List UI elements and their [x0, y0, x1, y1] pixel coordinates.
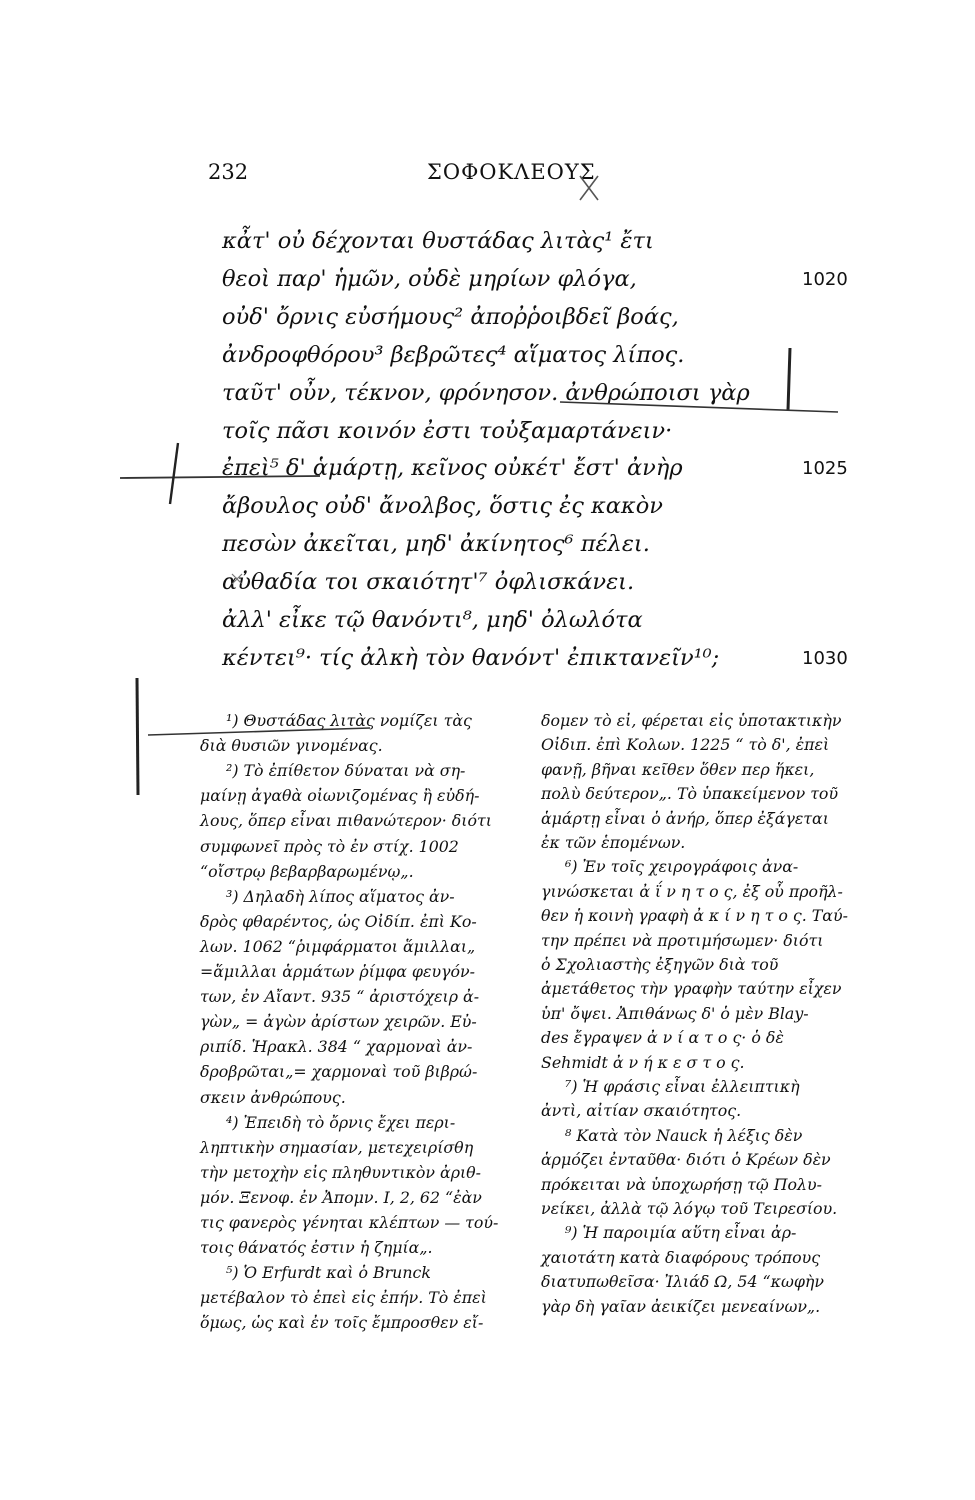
footnote-line: σκειν ἀνθρώπους.	[200, 1087, 346, 1107]
verse-line: ταῦτ' οὖν, τέκνον, φρόνησον. ἀνθρώποισι γὰρ	[222, 379, 750, 406]
verse-line: ἀνδροφθόρου³ βεβρῶτες⁴ αἵματος λίπος.	[222, 341, 685, 368]
footnote-line: χαιοτάτη κατὰ διαφόρους τρόπους	[541, 1247, 821, 1267]
verse-line: οὐδ' ὄρνις εὐσήμους² ἀποῤῥοιβδεῖ βοάς,	[222, 303, 679, 330]
footnote-line: τοις θάνατός ἐστιν ἡ ζημία„.	[200, 1238, 433, 1258]
footnote-line: ὅμως, ὡς καὶ ἐν τοῖς ἔμπροσθεν εἴ-	[200, 1313, 484, 1333]
verse-line: ἀλλ' εἶκε τῷ θανόντι⁸, μηδ' ὀλωλότα	[222, 607, 643, 633]
footnote-line: φανῇ, βῆναι κεῖθεν ὅθεν περ ἥκει,	[541, 759, 815, 779]
running-title: ΣΟΦΟΚΛΕΟΥΣ	[427, 160, 596, 184]
verse-line: ἐπεὶ⁵ δ' ἁμάρτῃ, κεῖνος οὐκέτ' ἔστ' ἀνὴρ	[222, 455, 683, 482]
footnote-line: “οἴστρῳ βεβαρβαρωμένῳ„.	[200, 861, 414, 881]
verse-line: αὐθαδία τοι σκαιότητ'⁷ ὀφλισκάνει.	[222, 569, 635, 596]
footnote-line: θεν ἡ κοινὴ γραφὴ ἀ κ ί ν η τ ο ς. Ταύ-	[541, 906, 848, 926]
page-header	[0, 160, 975, 200]
footnote-line: ⁹) Ἡ παροιμία αὕτη εἶναι ἀρ-	[565, 1223, 797, 1243]
footnote-line: διατυπωθεῖσα· Ἰλιάδ Ω, 54 “κωφὴν	[541, 1272, 824, 1292]
footnote-line: ληπτικὴν σημασίαν, μετεχειρίσθη	[200, 1137, 474, 1157]
footnote-line: μαίνῃ ἀγαθὰ οἰωνιζομένας ἢ εὐδή-	[200, 786, 480, 806]
footnote-line: Οἰδιπ. ἐπὶ Κολων. 1225 “ τὸ δ', ἐπεὶ	[541, 735, 830, 755]
footnote-line: ὁ Σχολιαστὴς ἐξηγῶν διὰ τοῦ	[541, 955, 779, 974]
verse-line: πεσὼν ἀκεῖται, μηδ' ἀκίνητος⁶ πέλει.	[222, 531, 650, 558]
footnote-line: ἁρμόζει ἐνταῦθα· διότι ὁ Κρέων δὲν	[541, 1150, 831, 1170]
footnote-line: την πρέπει νὰ προτιμήσωμεν· διότι	[541, 930, 824, 950]
footnote-line: μετέβαλον τὸ ἐπεὶ εἰς ἐπήν. Τὸ ἐπεὶ	[200, 1288, 487, 1308]
footnote-line: πρόκειται νὰ ὑποχωρήσῃ τῷ Πολυ-	[541, 1174, 822, 1194]
footnote-line: νείκει, ἀλλὰ τῷ λόγῳ τοῦ Τειρεσίου.	[541, 1199, 838, 1218]
page-number: 232	[208, 160, 249, 184]
footnote-line: γὰρ δὴ γαῖαν ἀεικίζει μενεαίνων„.	[541, 1296, 821, 1316]
footnote-line: γὼν„ = ἀγὼν ἀρίστων χειρῶν. Εὐ-	[200, 1012, 477, 1032]
footnote-line: ἐκ τῶν ἑπομένων.	[541, 833, 686, 852]
footnote-line: των, ἐν Αἴαντ. 935 “ ἀριστόχειρ ἀ-	[200, 987, 480, 1007]
footnote-line: δροβρῶται„= χαρμοναὶ τοῦ βιβρώ-	[200, 1062, 478, 1082]
footnote-line: ⁵) Ὁ Erfurdt καὶ ὁ Brunck	[226, 1263, 431, 1283]
verse-line: κέντει⁹· τίς ἀλκὴ τὸν θανόντ' ἐπικτανεῖν¹⁰;	[222, 644, 720, 671]
verse-line: ἄβουλος οὐδ' ἄνολβος, ὅστις ἐς κακὸν	[222, 493, 663, 520]
footnote-line: δρὸς φθαρέντος, ὡς Οἰδίπ. ἐπὶ Κο-	[200, 911, 477, 931]
footnote-line: τὴν μετοχὴν εἰς πληθυντικὸν ἀριθ-	[200, 1162, 482, 1182]
footnote-line: λους, ὅπερ εἶναι πιθανώτερον· διότι	[200, 811, 492, 831]
footnote-line: μόν. Ξενοφ. ἐν Ἀπομν. Ι, 2, 62 “ἐὰν	[200, 1187, 482, 1207]
footnote-line: ³) Δηλαδὴ λίπος αἵματος ἀν-	[226, 886, 455, 906]
line-number: 1020	[802, 268, 848, 290]
footnote-line: διὰ θυσιῶν γινομένας.	[200, 736, 383, 756]
footnote-line: ὑπ' ὄψει. Ἀπιθάνως δ' ὁ μὲν Blay-	[541, 1003, 809, 1023]
verse-line: θεοὶ παρ' ἡμῶν, οὐδὲ μηρίων φλόγα,	[222, 265, 637, 292]
line-number: 1030	[802, 647, 848, 669]
footnote-line: ριπίδ. Ἡρακλ. 384 “ χαρμοναὶ ἀν-	[200, 1037, 473, 1057]
footnote-line: ¹) Θυστάδας λιτὰς νομίζει τὰς	[226, 711, 472, 730]
footnote-line: des ἔγραψεν ἀ ν ί α τ ο ς· ὁ δὲ	[541, 1028, 784, 1048]
footnote-line: =ἅμιλλαι ἁρμάτων ῥίμφα φευγόν-	[200, 962, 475, 981]
footnote-line: ἀντὶ, αἰτίαν σκαιότητος.	[541, 1101, 742, 1121]
footnote-line: ⁷) Ἡ φράσις εἶναι ἐλλειπτικὴ	[565, 1077, 800, 1096]
footnote-line: λων. 1062 “ῥιμφάρματοι ἅμιλλαι„	[200, 936, 476, 956]
verse-line: κἆτ' οὐ δέχονται θυστάδας λιτὰς¹ ἔτι	[222, 228, 654, 254]
line-number: 1025	[802, 458, 848, 480]
footnote-line: ⁸ Κατὰ τὸν Nauck ἡ λέξις δὲν	[565, 1125, 803, 1145]
footnote-line: τις φανερὸς γένηται κλέπτων — τού-	[200, 1213, 499, 1232]
footnote-line: ἁμάρτῃ εἶναι ὁ ἀνήρ, ὅπερ ἐξάγεται	[541, 808, 829, 828]
footnote-line: Sehmidt ἀ ν ή κ ε σ τ ο ς.	[541, 1052, 745, 1072]
footnote-line: ⁶) Ἐν τοῖς χειρογράφοις ἀνα-	[565, 857, 799, 877]
footnote-line: συμφωνεῖ πρὸς τὸ ἐν στίχ. 1002	[200, 836, 459, 856]
footnote-line: γινώσκεται ἀ ΐ ν η τ ο ς, ἐξ οὗ προῆλ-	[541, 881, 843, 901]
footnote-line: ἀμετάθετος τὴν γραφὴν ταύτην εἶχεν	[541, 979, 842, 999]
footnote-line: ²) Τὸ ἐπίθετον δύναται νὰ ση-	[226, 761, 466, 781]
footnote-line: πολὺ δεύτερον„. Τὸ ὑπακείμενον τοῦ	[541, 784, 839, 804]
footnote-line: δομεν τὸ εἰ, φέρεται εἰς ὑποτακτικὴν	[541, 711, 842, 730]
footnote-line: ⁴) Ἐπειδὴ τὸ ὄρνις ἔχει περι-	[226, 1112, 456, 1132]
verse-line: τοῖς πᾶσι κοινόν ἐστι τοὐξαμαρτάνειν·	[222, 417, 673, 444]
